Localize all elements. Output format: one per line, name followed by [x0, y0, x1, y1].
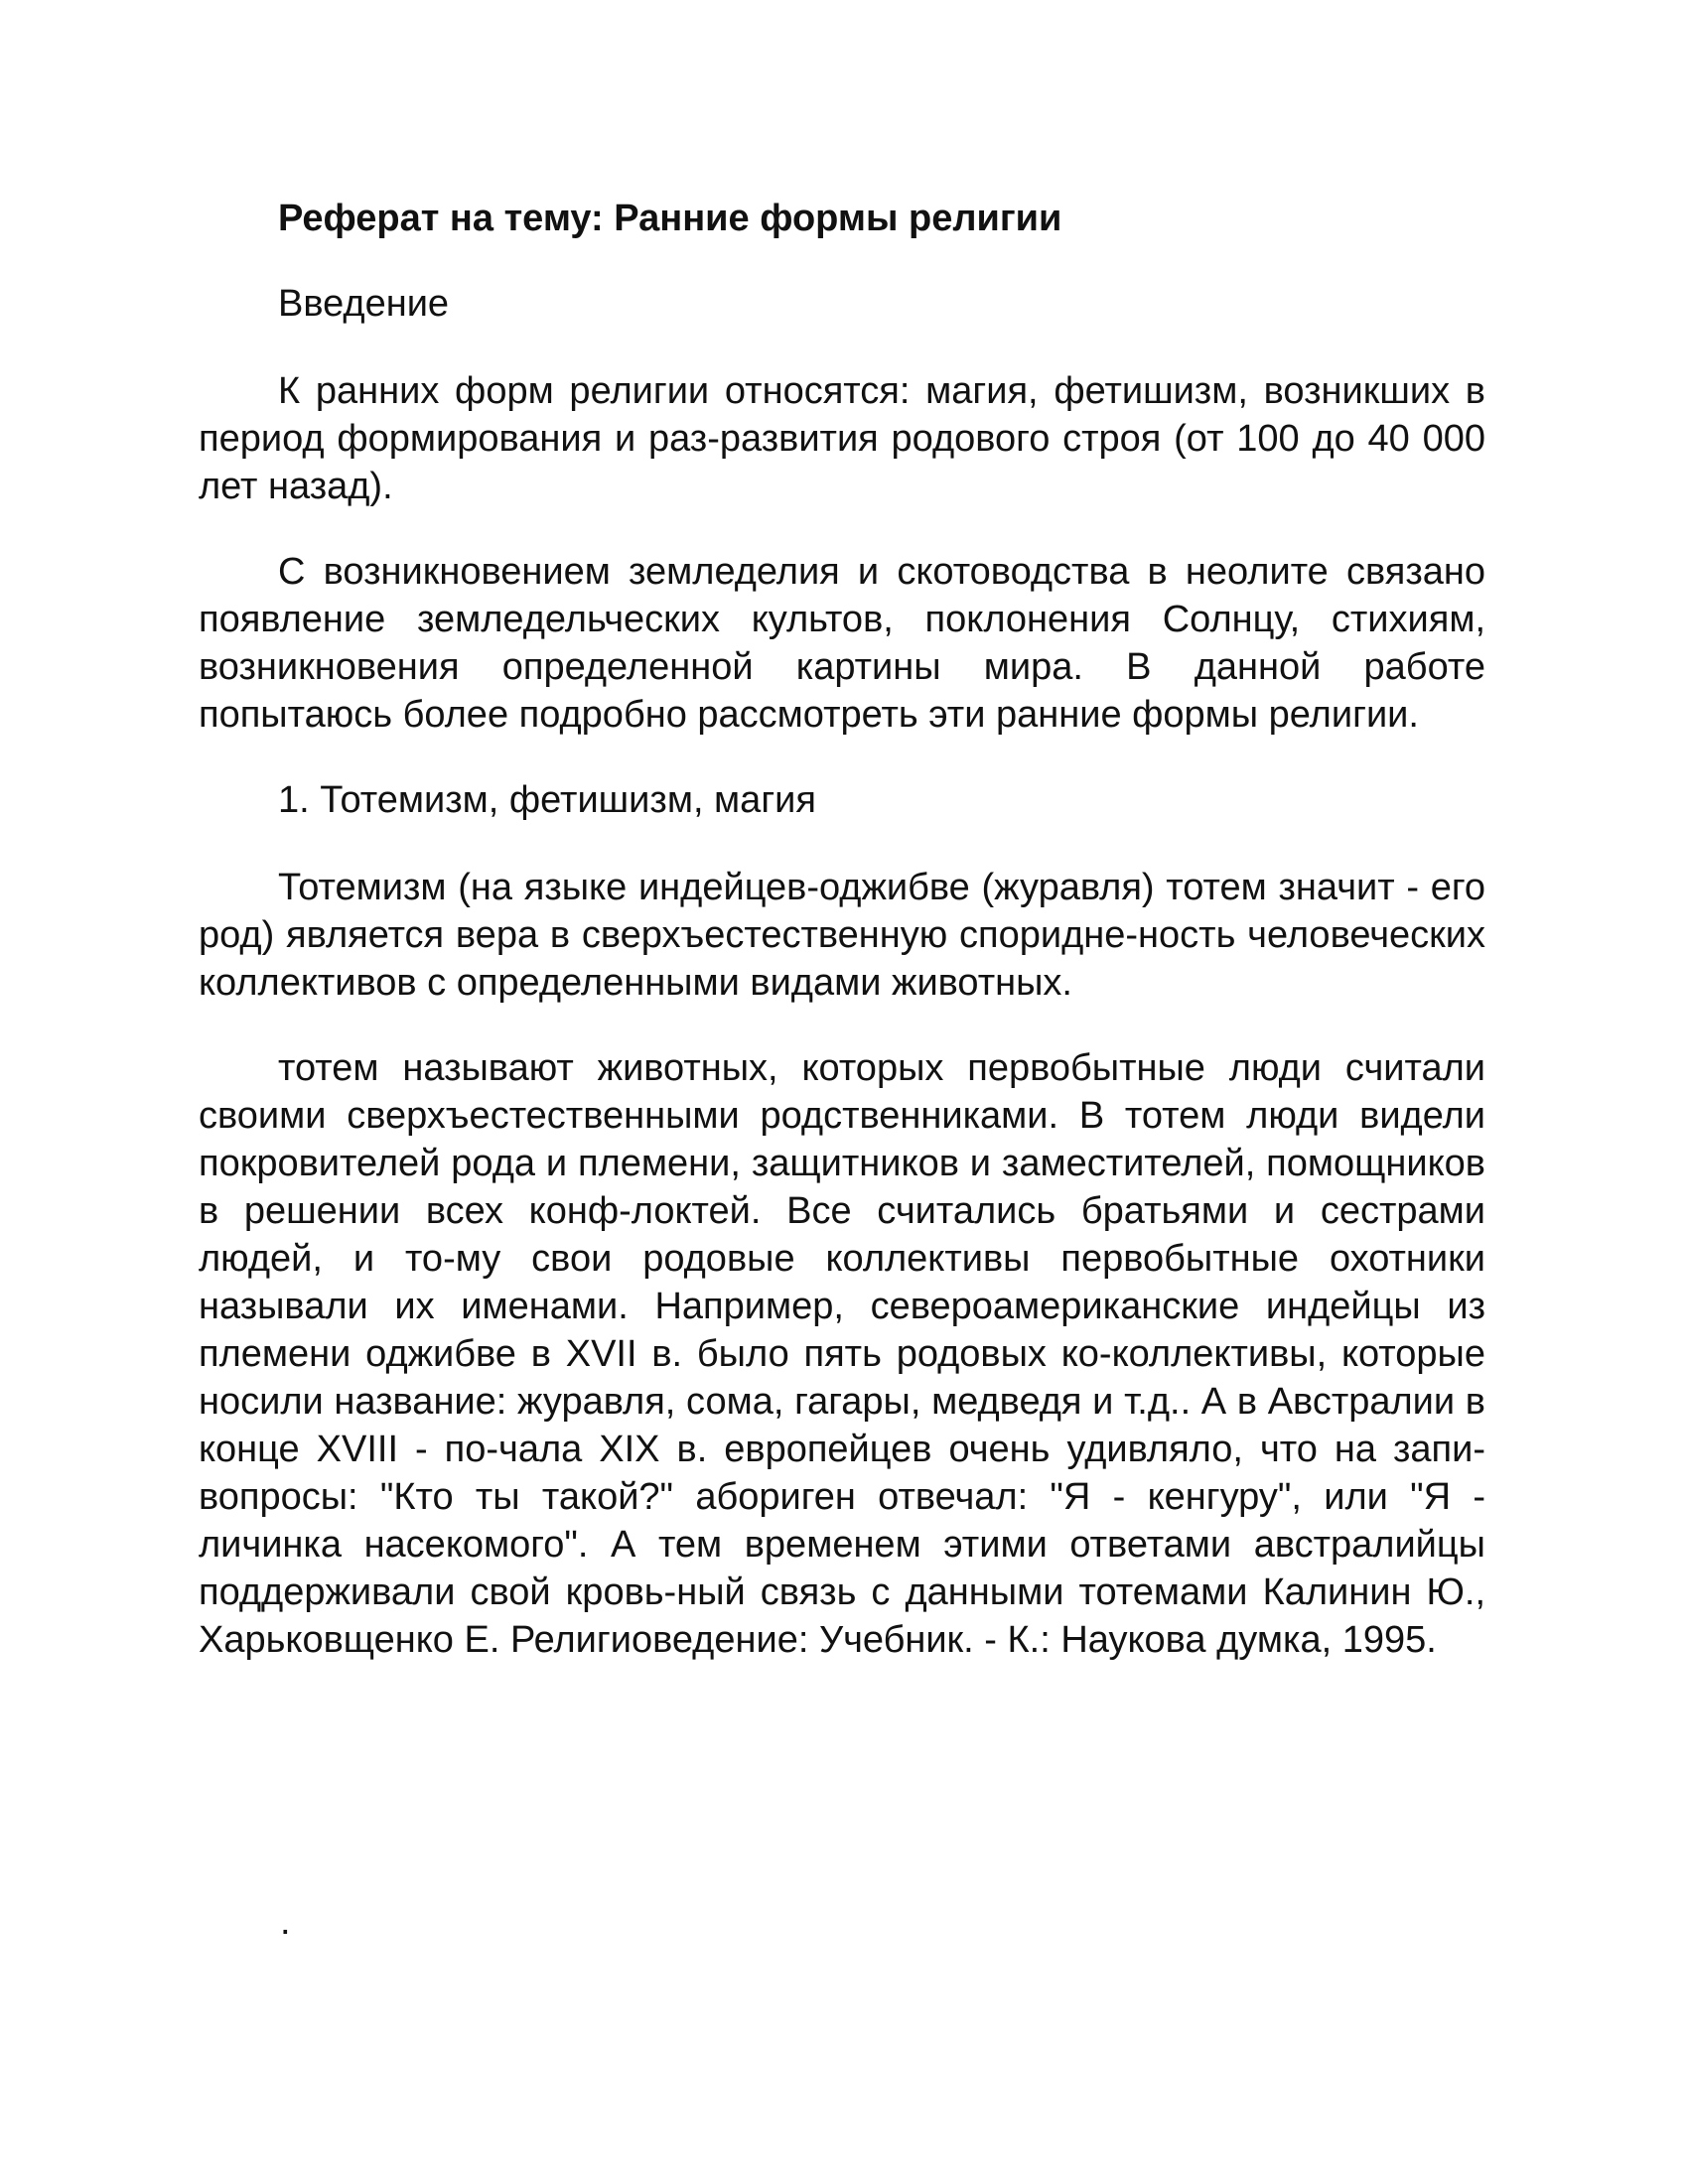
section-heading: 1. Тотемизм, фетишизм, магия	[278, 779, 816, 821]
document-page	[199, 195, 1485, 1702]
trailing-dot: .	[280, 1901, 291, 1943]
intro-paragraph-1: К ранних форм религии относятся: магия, фетишизм, возникших в период формирования и раз-развития родового строя (от 100 до 40 000 лет назад).	[199, 370, 1485, 507]
section-paragraph-2: тотем называют животных, которых первобытные люди считали своими сверхъестественными родственниками. В тотем люди видели покровителей рода и племени, защитников и заместителей, помощников в решении всех конф-локтей. Все считались братьями и сестрами людей, и то-му свои родовые коллективы первобытные охотники называли их именами. Например, североамериканские индейцы из племени оджибве в XVII в. было пять родовых ко-коллективы, которые носили название: журавля, сома, гагары, медведя и т.д.. А в Австралии в конце XVIII - по-чала XIX в. европейцев очень удивляло, что на запи-вопросы: "Кто ты такой?" абориген отвечал: "Я - кенгуру", или "Я - личинка насекомого". А тем временем этими ответами австралийцы поддерживали свой кровь-ный связь с данными тотемами Калинин Ю., Харьковщенко Е. Религиоведение: Учебник. - К.: Наукова думка, 1995.	[199, 1047, 1485, 1661]
introduction-heading: Введение	[278, 283, 450, 325]
section-paragraph-1: Тотемизм (на языке индейцев-оджибве (журавля) тотем значит - его род) является вера в сверхъестественную споридне-ность человеческих коллективов с определенными видами животных.	[199, 867, 1485, 1004]
intro-paragraph-2: С возникновением земледелия и скотоводства в неолите связано появление земледельческих культов, поклонения Солнцу, стихиям, возникновения определенной картины мира. В данной работе попытаюсь более подробно рассмотреть эти ранние формы религии.	[199, 551, 1485, 736]
document-title: Реферат на тему: Ранние формы религии	[278, 198, 1062, 239]
